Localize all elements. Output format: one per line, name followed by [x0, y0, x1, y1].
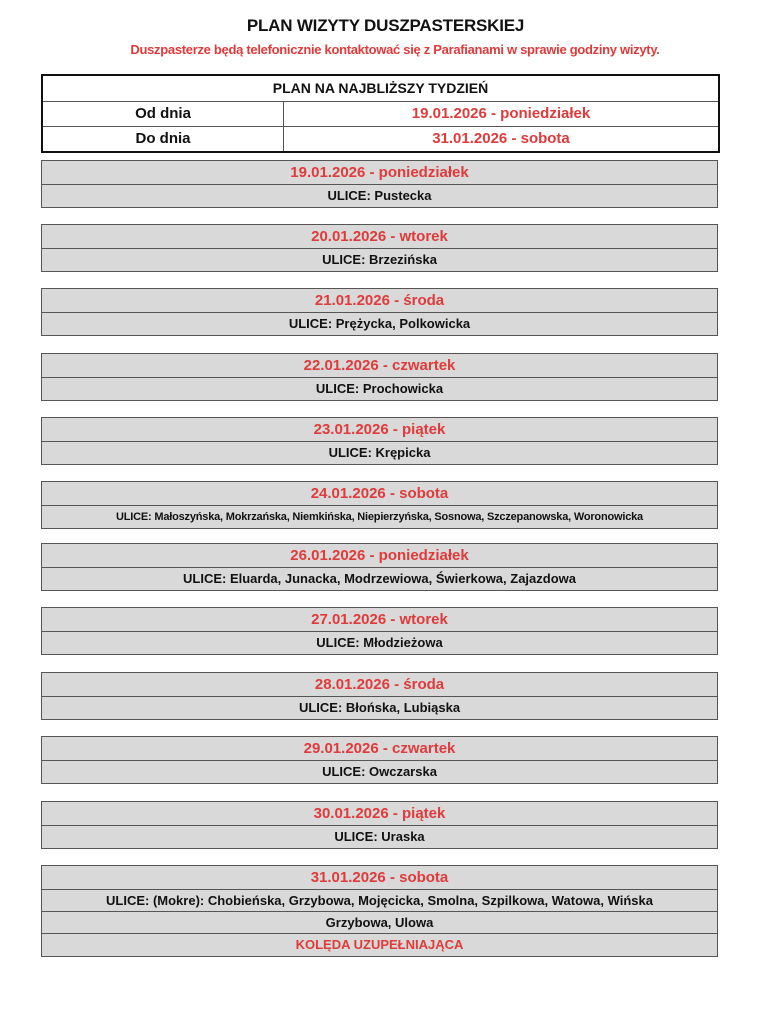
- day-date: 20.01.2026 - wtorek: [42, 225, 717, 249]
- day-block: [41, 481, 718, 529]
- summary-to-value: 31.01.2026 - sobota: [432, 130, 570, 147]
- day-streets: ULICE: Eluarda, Junacka, Modrzewiowa, Świerkowa, Zajazdowa: [183, 571, 576, 586]
- day-date: 24.01.2026 - sobota: [42, 482, 717, 506]
- day-streets: ULICE: Małoszyńska, Mokrzańska, Niemkińska, Niepierzyńska, Sosnowa, Szczepanowska, Woronowicka: [116, 511, 643, 523]
- day-streets: ULICE: Uraska: [334, 829, 425, 844]
- day-note: KOLĘDA UZUPEŁNIAJĄCA: [295, 937, 464, 952]
- day-date: 23.01.2026 - piątek: [42, 418, 717, 442]
- day-block: [41, 417, 718, 465]
- day-streets-continued: Grzybowa, Ulowa: [42, 912, 717, 934]
- day-block: [41, 672, 718, 720]
- page-title: PLAN WIZYTY DUSZPASTERSKIEJ: [246, 16, 525, 35]
- day-block: [41, 224, 718, 272]
- day-date: 30.01.2026 - piątek: [42, 802, 717, 826]
- day-streets: ULICE: Młodzieżowa: [316, 635, 443, 650]
- day-date: 28.01.2026 - środa: [42, 673, 717, 697]
- day-date: 22.01.2026 - czwartek: [42, 354, 717, 378]
- day-block: [41, 288, 718, 336]
- summary-to-row: [43, 126, 718, 151]
- day-streets: ULICE: (Mokre): Chobieńska, Grzybowa, Mojęcicka, Smolna, Szpilkowa, Watowa, Wińska: [42, 890, 717, 912]
- day-date: 26.01.2026 - poniedziałek: [42, 544, 717, 568]
- day-streets: ULICE: Pustecka: [327, 188, 432, 203]
- summary-from-value: 19.01.2026 - poniedziałek: [411, 105, 591, 122]
- day-block: [41, 543, 718, 591]
- summary-heading-row: [43, 76, 718, 101]
- day-date: 31.01.2026 - sobota: [42, 866, 717, 890]
- day-date: 27.01.2026 - wtorek: [42, 608, 717, 632]
- day-block: [41, 736, 718, 784]
- day-streets: ULICE: Owczarska: [322, 764, 437, 779]
- day-date: 19.01.2026 - poniedziałek: [42, 161, 717, 185]
- summary-table: [41, 74, 720, 153]
- day-block: [41, 865, 718, 957]
- day-date: 21.01.2026 - środa: [42, 289, 717, 313]
- day-block: [41, 353, 718, 401]
- day-streets: ULICE: Krępicka: [328, 445, 431, 460]
- day-streets: ULICE: Błońska, Lubiąska: [298, 700, 461, 715]
- summary-to-label: Do dnia: [43, 127, 284, 151]
- summary-from-row: [43, 101, 718, 126]
- summary-from-label: Od dnia: [43, 102, 284, 126]
- day-streets: ULICE: Prochowicka: [315, 381, 444, 396]
- day-streets: ULICE: Brzezińska: [322, 252, 437, 267]
- day-streets: ULICE: Prężycka, Polkowicka: [288, 316, 471, 331]
- day-block: [41, 160, 718, 208]
- day-block: [41, 801, 718, 849]
- day-block: [41, 607, 718, 655]
- page-subtitle: Duszpasterze będą telefonicznie kontaktować się z Parafianami w sprawie godziny wizyty.: [130, 42, 660, 57]
- day-date: 29.01.2026 - czwartek: [42, 737, 717, 761]
- summary-heading: PLAN NA NAJBLIŻSZY TYDZIEŃ: [272, 80, 489, 96]
